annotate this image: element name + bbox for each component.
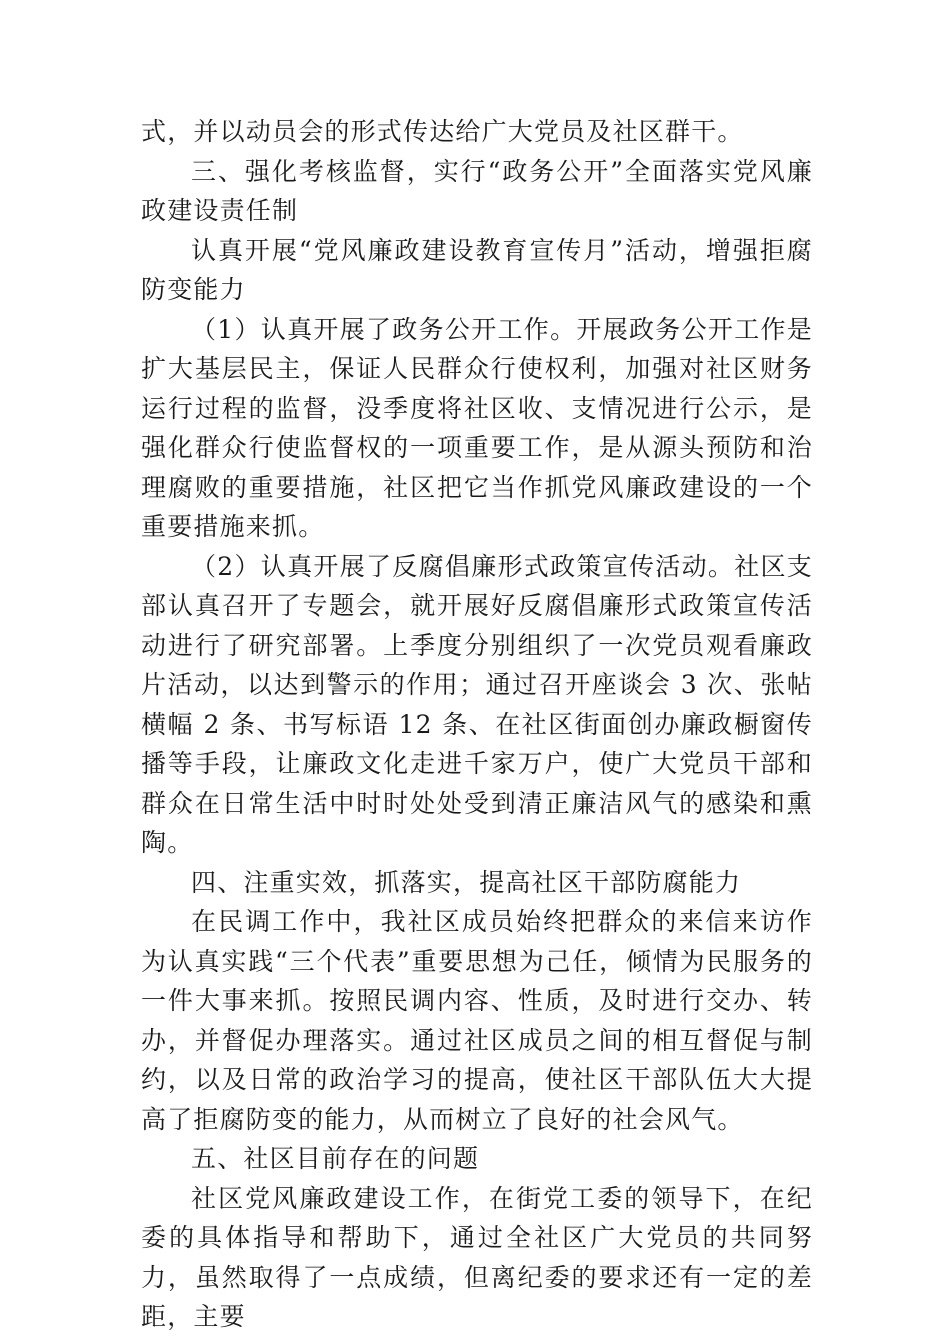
document-body <box>141 112 813 1337</box>
paragraph-mediation-work: 在民调工作中，我社区成员始终把群众的来信来访作为认真实践“三个代表”重要思想为己任，倾情为民服务的一件大事来抓。按照民调内容、性质，及时进行交办、转办，并督促办理落实。通过社区成员之间的相互督促与制约，以及日常的政治学习的提高，使社区干部队伍大大提高了拒腐防变的能力，从而树立了良好的社会风气。 <box>141 907 813 1134</box>
paragraph-item-2: （2）认真开展了反腐倡廉形式政策宣传活动。社区支部认真召开了专题会，就开展好反腐倡廉形式政策宣传活动进行了研究部署。上季度分别组织了一次党员观看廉政片活动，以达到警示的作用；通过召开座谈会 3 次、张帖横幅 2 条、书写标语 12 条、在社区街面创办廉政橱窗传播等手段，让廉政文化走进千家万户，使广大党员干部和群众在日常生活中时时处处受到清正廉洁风气的感染和熏陶。 <box>141 551 813 857</box>
subheading-education-month: 认真开展“党风廉政建设教育宣传月”活动，增强拒腐防变能力 <box>141 235 813 304</box>
paragraph-existing-problems: 社区党风廉政建设工作，在街党工委的领导下，在纪委的具体指导和帮助下，通过全社区广大党员的共同努力，虽然取得了一点成绩，但离纪委的要求还有一定的差距，主要 <box>141 1183 813 1331</box>
paragraph-item-1: （1）认真开展了政务公开工作。开展政务公开工作是扩大基层民主，保证人民群众行使权利，加强对社区财务运行过程的监督，没季度将社区收、支情况进行公示，是强化群众行使监督权的一项重要工作，是从源头预防和治理腐败的重要措施，社区把它当作抓党风廉政建设的一个重要措施来抓。 <box>141 314 813 541</box>
section-heading-four: 四、注重实效，抓落实，提高社区干部防腐能力 <box>191 867 742 897</box>
section-heading-five: 五、社区目前存在的问题 <box>191 1144 480 1173</box>
paragraph-continuation: 式，并以动员会的形式传达给广大党员及社区群干。 <box>141 117 744 146</box>
section-heading-three: 三、强化考核监督，实行“政务公开”全面落实党风廉政建设责任制 <box>141 156 813 225</box>
